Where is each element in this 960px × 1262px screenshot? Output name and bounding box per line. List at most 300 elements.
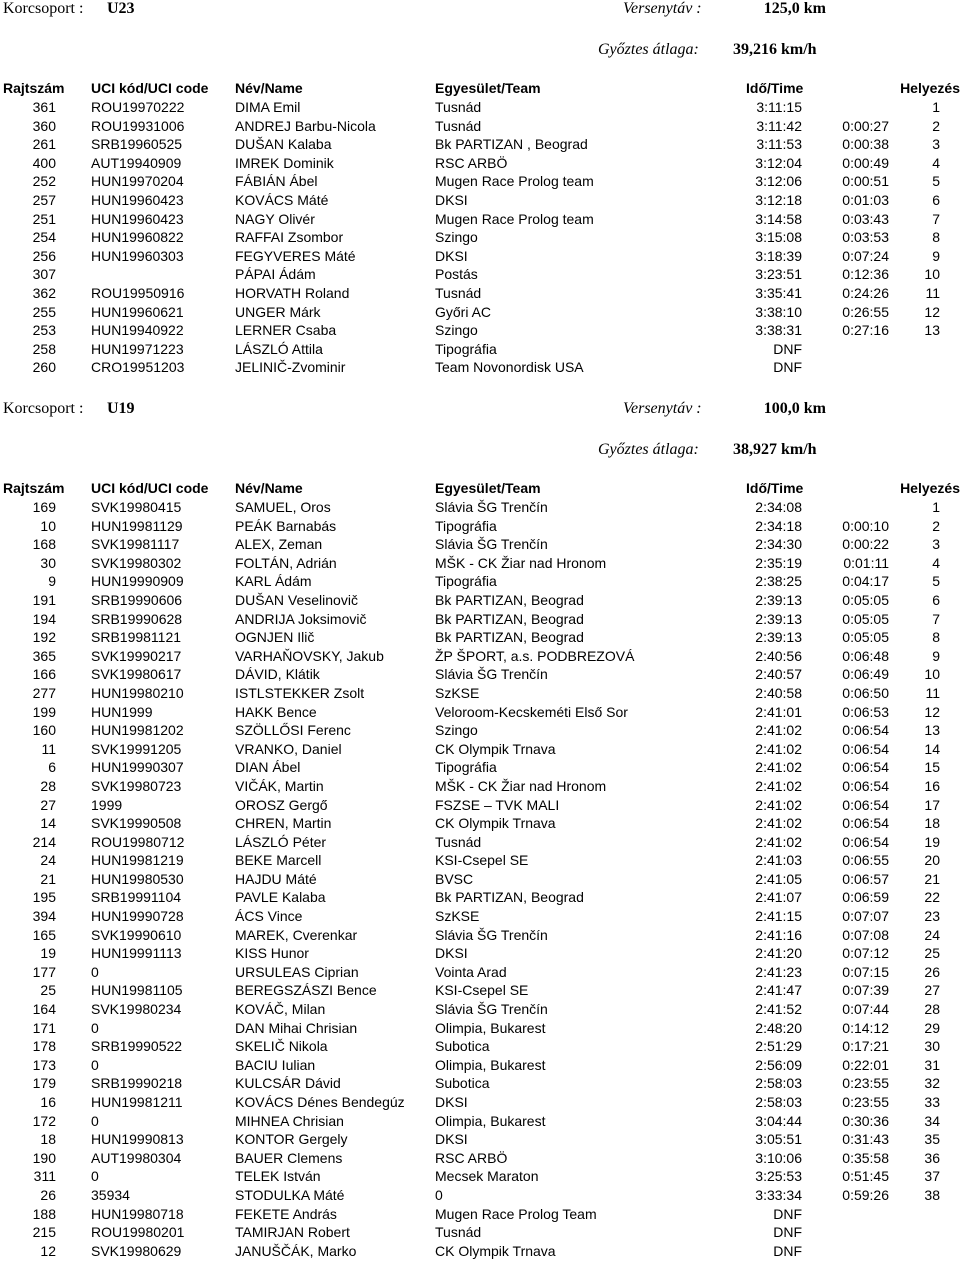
cell-bib: 12 [40, 1242, 56, 1259]
cell-time-gap: 0:00:22 [842, 536, 889, 553]
cell-uci-code: HUN19981129 [91, 517, 183, 534]
cell-place: 15 [924, 759, 940, 776]
cell-time-gap: 0:35:58 [842, 1149, 889, 1166]
cell-bib: 21 [40, 870, 56, 887]
cell-time-gap: 0:06:54 [842, 796, 889, 813]
cell-time: 2:41:02 [755, 777, 802, 794]
cell-place: 4 [932, 554, 940, 571]
cell-time: 3:12:04 [755, 154, 802, 171]
cell-uci-code: HUN19990307 [91, 759, 184, 776]
cell-place: 11 [925, 684, 940, 701]
cell-place: 16 [924, 777, 940, 794]
avg-speed-value: 39,216 km/h [733, 41, 817, 58]
cell-time: 2:39:13 [755, 591, 802, 608]
table-row [0, 1130, 960, 1149]
cell-bib: 6 [48, 759, 56, 776]
cell-time-gap: 0:06:54 [842, 815, 889, 832]
cell-time: 2:40:56 [755, 647, 802, 664]
cell-team: Olimpia, Bukarest [435, 1112, 546, 1129]
cell-rider-name: KOVÁČ, Milan [235, 1001, 326, 1018]
cell-uci-code: ROU19980712 [91, 833, 185, 850]
cell-uci-code: SVK19980302 [91, 554, 182, 571]
cell-team: Olimpia, Bukarest [435, 1056, 546, 1073]
cell-time: 2:35:19 [755, 554, 802, 571]
cell-team: Postás [435, 266, 478, 283]
cell-uci-code: SVK19980723 [91, 777, 182, 794]
table-row [0, 1112, 960, 1131]
cell-rider-name: DUŠAN Veselinovič [235, 591, 358, 608]
cell-rider-name: LÁSZLÓ Péter [235, 833, 327, 850]
cell-uci-code: HUN19970204 [91, 173, 184, 190]
cell-place: 7 [932, 210, 940, 227]
table-row [0, 703, 960, 722]
table-row [0, 814, 960, 833]
cell-time-gap: 0:06:50 [842, 684, 889, 701]
cell-time: 3:23:51 [755, 266, 802, 283]
cell-uci-code: HUN19980530 [91, 870, 184, 887]
cell-team: DKSI [435, 1131, 468, 1148]
cell-time-gap: 0:00:51 [842, 173, 889, 190]
cell-team: Szingo [435, 322, 478, 339]
cell-team: 0 [435, 1186, 443, 1203]
cell-rider-name: FEGYVERES Máté [235, 247, 356, 264]
cell-uci-code: SVK19990610 [91, 926, 182, 943]
distance-value: 100,0 km [763, 400, 826, 417]
cell-bib: 361 [32, 99, 56, 115]
cell-uci-code: HUN19981211 [91, 1094, 183, 1110]
cell-place: 29 [924, 1019, 940, 1036]
cell-place: 34 [924, 1112, 940, 1129]
cell-rider-name: DAN Mihai Chrisian [235, 1019, 358, 1036]
cell-bib: 251 [32, 210, 56, 227]
cell-team: Győri AC [435, 303, 492, 320]
cell-team: Bk PARTIZAN, Beograd [435, 610, 584, 627]
cell-team: SzKSE [435, 684, 480, 701]
cell-place: 8 [932, 229, 940, 246]
cell-uci-code: 0 [91, 1019, 99, 1036]
cell-time-gap: 0:06:53 [842, 703, 889, 720]
cell-time-gap: 0:00:10 [842, 517, 889, 534]
cell-time: 2:41:01 [755, 703, 802, 720]
cell-time-gap: 0:05:05 [842, 591, 889, 608]
cell-uci-code: HUN19971223 [91, 340, 184, 357]
cell-team: Mugen Race Prolog team [435, 173, 594, 190]
cell-time-gap: 0:23:55 [842, 1094, 889, 1110]
cell-team: Slávia ŠG Trenčín [435, 536, 548, 553]
cell-bib: 362 [32, 284, 56, 301]
cell-rider-name: KISS Hunor [235, 945, 309, 962]
table-row [0, 358, 960, 377]
cell-time-gap: 0:06:59 [842, 889, 889, 906]
cell-uci-code: HUN19990813 [91, 1131, 184, 1148]
cell-bib: 307 [32, 266, 56, 283]
table-row [0, 117, 960, 136]
distance-label: Versenytáv : [623, 0, 702, 17]
table-row [0, 98, 960, 117]
cell-place: 23 [924, 908, 940, 925]
cell-team: KSI-Csepel SE [435, 982, 529, 999]
cell-uci-code: ROU19980201 [91, 1224, 185, 1241]
cell-bib: 10 [40, 517, 56, 534]
table-row [0, 1205, 960, 1224]
cell-place: 18 [924, 815, 940, 832]
table-row [0, 265, 960, 284]
cell-uci-code: HUN19980210 [91, 684, 184, 701]
cell-time: 2:41:20 [755, 945, 802, 962]
category-value: U19 [107, 400, 135, 417]
cell-bib: 179 [32, 1075, 56, 1092]
cell-rider-name: PÁPAI Ádám [235, 266, 316, 283]
col-team: Egyesület/Team [435, 480, 541, 496]
cell-uci-code: ROU19950916 [91, 284, 185, 301]
cell-place: 31 [924, 1056, 940, 1073]
cell-uci-code: 0 [91, 1112, 99, 1129]
cell-uci-code: HUN19960423 [91, 210, 184, 227]
table-row [0, 796, 960, 815]
table-row [0, 870, 960, 889]
cell-place: 6 [932, 591, 940, 608]
cell-place: 11 [925, 284, 940, 301]
cell-bib: 30 [40, 554, 56, 571]
distance-label: Versenytáv : [623, 400, 702, 417]
cell-uci-code: HUN1999 [91, 703, 153, 720]
cell-time: 2:34:08 [755, 499, 802, 515]
cell-time-gap: 0:07:24 [842, 247, 889, 264]
cell-team: Subotica [435, 1038, 490, 1055]
cell-time-gap: 0:06:54 [842, 833, 889, 850]
cell-rider-name: DIMA Emil [235, 99, 301, 115]
cell-uci-code: SVK19980234 [91, 1001, 182, 1018]
cell-time: 2:41:02 [755, 833, 802, 850]
cell-bib: 252 [32, 173, 56, 190]
cell-time-gap: 0:26:55 [842, 303, 889, 320]
distance-value: 125,0 km [763, 0, 826, 17]
cell-team: Veloroom-Kecskeméti Első Sor [435, 703, 628, 720]
cell-team: ŽP ŠPORT, a.s. PODBREZOVÁ [435, 647, 635, 664]
cell-place: 3 [932, 136, 940, 153]
cell-bib: 199 [32, 703, 56, 720]
cell-place: 13 [924, 722, 940, 739]
cell-time: 2:41:23 [755, 963, 802, 980]
avg-speed-label: Győztes átlaga: [598, 441, 699, 458]
cell-team: Slávia ŠG Trenčín [435, 666, 548, 683]
cell-bib: 19 [40, 945, 56, 962]
table-row [0, 888, 960, 907]
cell-uci-code: AUT19980304 [91, 1149, 182, 1166]
cell-bib: 168 [32, 536, 56, 553]
cell-place: 1 [932, 499, 940, 515]
cell-bib: 360 [32, 117, 56, 134]
cell-team: FSZSE – TVK MALI [435, 796, 560, 813]
cell-time: 2:48:20 [755, 1019, 802, 1036]
cell-time: 2:41:02 [755, 722, 802, 739]
cell-rider-name: PEÁK Barnabás [235, 517, 337, 534]
cell-rider-name: BAUER Clemens [235, 1149, 343, 1166]
cell-time-gap: 0:12:36 [842, 266, 889, 283]
cell-place: 20 [924, 852, 940, 869]
cell-team: DKSI [435, 1094, 468, 1110]
cell-place: 24 [924, 926, 940, 943]
cell-team: CK Olympik Trnava [435, 815, 556, 832]
cell-rider-name: BEKE Marcell [235, 852, 322, 869]
cell-place: 38 [924, 1186, 940, 1203]
table-row [0, 777, 960, 796]
cell-team: Tipográfia [435, 759, 497, 776]
col-place: Helyezés [900, 80, 960, 96]
cell-uci-code: HUN19991113 [91, 945, 182, 962]
cell-bib: 215 [32, 1224, 56, 1241]
table-row [0, 210, 960, 229]
cell-rider-name: KONTOR Gergely [235, 1131, 348, 1148]
cell-team: Bk PARTIZAN, Beograd [435, 629, 584, 646]
cell-time-gap: 0:23:55 [842, 1075, 889, 1092]
cell-rider-name: ANDRIJA Joksimovič [235, 610, 367, 627]
cell-team: MŠK - CK Žiar nad Hronom [435, 554, 607, 571]
cell-team: BVSC [435, 870, 474, 887]
table-row [0, 944, 960, 963]
cell-time: 2:39:13 [755, 629, 802, 646]
cell-time: 3:15:08 [755, 229, 802, 246]
col-time: Idő/Time [746, 480, 804, 496]
cell-time-gap: 0:14:12 [842, 1019, 889, 1036]
cell-rider-name: MIHNEA Chrisian [235, 1112, 344, 1129]
cell-time: DNF [773, 1242, 802, 1259]
cell-uci-code: 0 [91, 1056, 99, 1073]
cell-bib: 16 [40, 1094, 56, 1110]
cell-time: 3:18:39 [755, 247, 802, 264]
cell-bib: 277 [32, 684, 56, 701]
cell-place: 22 [924, 889, 940, 906]
cell-time-gap: 0:00:27 [842, 117, 889, 134]
cell-time-gap: 0:04:17 [842, 573, 889, 590]
cell-team: Team Novonordisk USA [435, 359, 584, 376]
cell-time: 3:11:53 [756, 136, 802, 153]
cell-rider-name: HAKK Bence [235, 703, 317, 720]
cell-uci-code: SVK19990508 [91, 815, 182, 832]
cell-uci-code: ROU19931006 [91, 117, 185, 134]
table-row [0, 498, 960, 517]
cell-rider-name: CHREN, Martin [235, 815, 332, 832]
cell-team: Tipográfia [435, 517, 497, 534]
cell-team: Bk PARTIZAN, Beograd [435, 889, 584, 906]
col-bib: Rajtszám [3, 80, 65, 96]
table-row [0, 247, 960, 266]
cell-team: Bk PARTIZAN, Beograd [435, 591, 584, 608]
cell-place: 5 [932, 173, 940, 190]
cell-time: 2:56:09 [755, 1056, 802, 1073]
cell-time: 2:41:02 [755, 740, 802, 757]
cell-uci-code: HUN19990728 [91, 908, 184, 925]
cell-team: Tusnád [435, 117, 482, 134]
col-place: Helyezés [900, 480, 960, 496]
table-row [0, 1167, 960, 1186]
cell-uci-code: SRB19990606 [91, 591, 183, 608]
cell-bib: 255 [32, 303, 56, 320]
cell-time-gap: 0:06:48 [842, 647, 889, 664]
cell-time: 2:58:03 [755, 1075, 802, 1092]
cell-bib: 24 [40, 852, 56, 869]
cell-bib: 254 [32, 229, 56, 246]
cell-place: 7 [932, 610, 940, 627]
cell-time: 3:14:58 [755, 210, 802, 227]
category-label: Korcsoport : [3, 400, 84, 417]
cell-bib: 311 [33, 1168, 56, 1185]
cell-bib: 177 [32, 963, 56, 980]
cell-time: 3:33:34 [755, 1186, 802, 1203]
cell-rider-name: FOLTÁN, Adrián [235, 554, 337, 571]
cell-rider-name: UNGER Márk [235, 303, 321, 320]
table-row [0, 172, 960, 191]
cell-rider-name: NAGY Olivér [235, 210, 315, 227]
cell-time-gap: 0:03:43 [842, 210, 889, 227]
cell-rider-name: HORVATH Roland [235, 284, 350, 301]
cell-place: 14 [924, 740, 940, 757]
cell-uci-code: 0 [91, 963, 99, 980]
cell-team: Tipográfia [435, 573, 497, 590]
cell-uci-code: SVK19981117 [91, 536, 180, 553]
table-row [0, 517, 960, 536]
cell-time-gap: 0:07:08 [842, 926, 889, 943]
table-row [0, 340, 960, 359]
cell-rider-name: OROSZ Gergő [235, 796, 328, 813]
cell-team: Tusnád [435, 833, 482, 850]
cell-bib: 26 [40, 1186, 56, 1203]
table-row [0, 758, 960, 777]
table-row [0, 1093, 960, 1112]
cell-place: 32 [924, 1075, 940, 1092]
cell-time: 2:41:52 [755, 1001, 802, 1018]
cell-place: 30 [924, 1038, 940, 1055]
cell-place: 33 [924, 1094, 940, 1110]
cell-bib: 25 [40, 982, 56, 999]
cell-team: DKSI [435, 191, 468, 208]
cell-time: 2:41:05 [755, 870, 802, 887]
cell-time-gap: 0:59:26 [842, 1186, 889, 1203]
cell-time-gap: 0:06:55 [842, 852, 889, 869]
cell-rider-name: JANUŠČÁK, Marko [235, 1242, 357, 1259]
cell-bib: 194 [32, 610, 56, 627]
cell-uci-code: SRB19960525 [91, 136, 183, 153]
cell-rider-name: ÁCS Vince [235, 908, 303, 925]
cell-time-gap: 0:07:44 [842, 1001, 889, 1018]
cell-place: 9 [932, 247, 940, 264]
cell-bib: 394 [32, 908, 56, 925]
cell-time: 2:41:16 [755, 926, 802, 943]
table-row [0, 665, 960, 684]
cell-uci-code: ROU19970222 [91, 99, 185, 115]
cell-time-gap: 0:30:36 [842, 1112, 889, 1129]
cell-time: 3:38:31 [755, 322, 802, 339]
cell-time: 3:12:18 [755, 191, 802, 208]
cell-rider-name: FEKETE András [235, 1205, 337, 1222]
cell-place: 17 [924, 796, 940, 813]
cell-uci-code: AUT19940909 [91, 154, 182, 171]
cell-rider-name: VRANKO, Daniel [235, 740, 342, 757]
cell-time: 2:41:02 [755, 815, 802, 832]
cell-time: 2:41:02 [755, 759, 802, 776]
table-row [0, 1074, 960, 1093]
table-row [0, 1037, 960, 1056]
table-header [0, 480, 960, 498]
table-row [0, 1000, 960, 1019]
table-row [0, 851, 960, 870]
cell-time-gap: 0:51:45 [842, 1168, 889, 1185]
table-row [0, 1019, 960, 1038]
cell-bib: 28 [40, 777, 56, 794]
cell-bib: 18 [40, 1131, 56, 1148]
cell-team: Mugen Race Prolog team [435, 210, 594, 227]
cell-uci-code: HUN19960303 [91, 247, 184, 264]
cell-time-gap: 0:06:57 [842, 870, 889, 887]
table-row [0, 647, 960, 666]
table-row [0, 154, 960, 173]
col-bib: Rajtszám [3, 480, 65, 496]
cell-place: 10 [924, 266, 940, 283]
col-uci: UCI kód/UCI code [91, 80, 209, 96]
cell-rider-name: TELEK István [235, 1168, 321, 1185]
cell-rider-name: KOVÁCS Máté [235, 191, 329, 208]
cell-bib: 172 [32, 1112, 56, 1129]
cell-team: RSC ARBÖ [435, 1149, 508, 1166]
cell-uci-code: SVK19980617 [91, 666, 182, 683]
cell-team: MŠK - CK Žiar nad Hronom [435, 777, 607, 794]
avg-speed-label: Győztes átlaga: [598, 41, 699, 58]
cell-uci-code: HUN19981202 [91, 722, 184, 739]
cell-place: 28 [924, 1001, 940, 1018]
cell-time: 2:34:30 [755, 536, 802, 553]
cell-place: 26 [924, 963, 940, 980]
cell-rider-name: URSULEAS Ciprian [235, 963, 359, 980]
cell-team: DKSI [435, 247, 468, 264]
table-row [0, 554, 960, 573]
cell-time: 3:11:15 [756, 99, 802, 115]
cell-uci-code: SRB19990628 [91, 610, 183, 627]
table-row [0, 284, 960, 303]
table-row [0, 684, 960, 703]
cell-time: 2:41:15 [755, 908, 802, 925]
cell-rider-name: KOVÁCS Dénes Bendegúz [235, 1094, 405, 1110]
cell-team: Slávia ŠG Trenčín [435, 926, 548, 943]
cell-time-gap: 0:00:49 [842, 154, 889, 171]
cell-time: 2:51:29 [755, 1038, 802, 1055]
cell-uci-code: 1999 [91, 796, 123, 813]
cell-uci-code: HUN19990909 [91, 573, 184, 590]
cell-bib: 14 [40, 815, 56, 832]
cell-team: Bk PARTIZAN , Beograd [435, 136, 588, 153]
cell-rider-name: VIČÁK, Martin [235, 777, 324, 794]
avg-speed-value: 38,927 km/h [733, 441, 817, 458]
category-label: Korcsoport : [3, 0, 84, 17]
col-time: Idő/Time [746, 80, 804, 96]
cell-place: 5 [932, 573, 940, 590]
cell-bib: 256 [32, 247, 56, 264]
cell-team: RSC ARBÖ [435, 154, 508, 171]
cell-time-gap: 0:22:01 [842, 1056, 889, 1073]
cell-bib: 188 [32, 1205, 56, 1222]
cell-rider-name: PAVLE Kalaba [235, 889, 326, 906]
cell-rider-name: BEREGSZÁSZI Bence [235, 982, 377, 999]
cell-team: Mugen Race Prolog Team [435, 1205, 597, 1222]
cell-time-gap: 0:06:54 [842, 722, 889, 739]
cell-uci-code: SVK19980629 [91, 1242, 182, 1259]
cell-time-gap: 0:17:21 [842, 1038, 889, 1055]
cell-bib: 27 [40, 796, 56, 813]
cell-place: 2 [932, 117, 940, 134]
cell-bib: 166 [32, 666, 56, 683]
table-row [0, 321, 960, 340]
cell-bib: 173 [32, 1056, 56, 1073]
table-row [0, 591, 960, 610]
